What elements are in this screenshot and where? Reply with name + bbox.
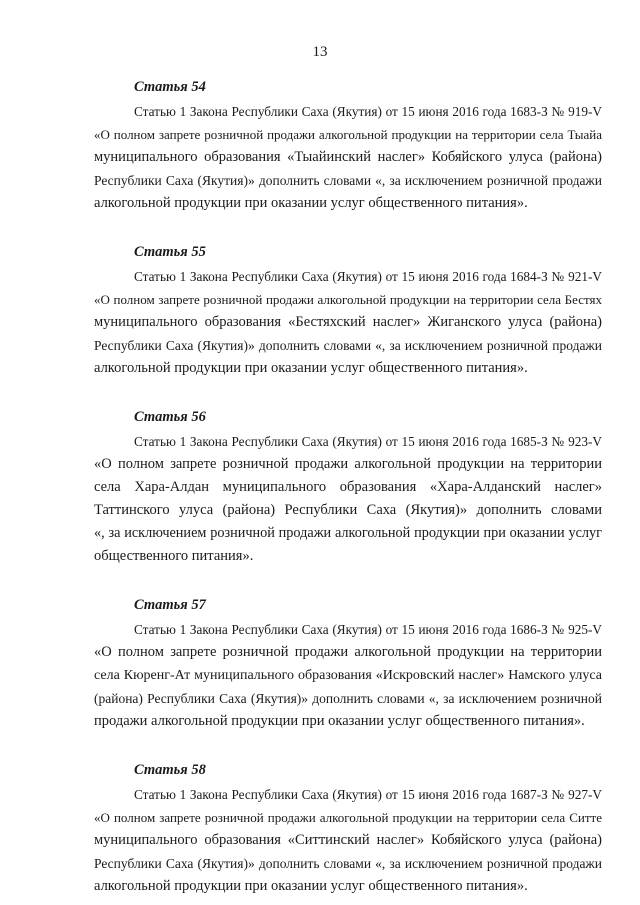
text-line: муниципального образования «Бестяхский наслег» Жиганского улуса (района) bbox=[94, 314, 602, 330]
text-line: Республики Саха (Якутия)» дополнить словами «, за исключением розничной продажи bbox=[94, 856, 602, 871]
text-line: села Кюренг-Ат муниципального образования «Искровский наслег» Намского улуса bbox=[94, 668, 602, 683]
text-line: алкогольной продукции при оказании услуг общественного питания». bbox=[94, 878, 528, 894]
text-line: «О полном запрете розничной продажи алкогольной продукции на территории bbox=[94, 456, 602, 472]
article-text bbox=[94, 430, 602, 568]
article-58 bbox=[94, 759, 602, 898]
article-55 bbox=[94, 241, 602, 380]
article-54 bbox=[94, 76, 602, 215]
page-number: 13 bbox=[312, 44, 328, 60]
article-title: Статья 54 bbox=[134, 79, 206, 95]
text-line: Статью 1 Закона Республики Саха (Якутия) от 15 июня 2016 года 1683-З № 919-V bbox=[134, 104, 602, 119]
article-title: Статья 58 bbox=[134, 762, 206, 778]
text-line: Статью 1 Закона Республики Саха (Якутия) от 15 июня 2016 года 1685-З № 923-V bbox=[134, 434, 602, 449]
text-line: муниципального образования «Ситтинский наслег» Кобяйского улуса (района) bbox=[94, 832, 602, 848]
text-line: муниципального образования «Тыайинский наслег» Кобяйского улуса (района) bbox=[94, 149, 602, 165]
text-line: общественного питания». bbox=[94, 548, 254, 564]
text-line: (района) Республики Саха (Якутия)» дополнить словами «, за исключением розничной bbox=[94, 691, 602, 706]
text-line: Статью 1 Закона Республики Саха (Якутия) от 15 июня 2016 года 1687-З № 927-V bbox=[134, 787, 602, 802]
text-line: Статью 1 Закона Республики Саха (Якутия) от 15 июня 2016 года 1684-З № 921-V bbox=[134, 269, 602, 284]
article-title: Статья 55 bbox=[134, 244, 206, 260]
text-line: Республики Саха (Якутия)» дополнить словами «, за исключением розничной продажи bbox=[94, 173, 602, 188]
article-56 bbox=[94, 406, 602, 568]
text-line: Республики Саха (Якутия)» дополнить словами «, за исключением розничной продажи bbox=[94, 338, 602, 353]
text-line: алкогольной продукции при оказании услуг общественного питания». bbox=[94, 360, 528, 376]
article-text bbox=[94, 618, 602, 733]
article-title: Статья 57 bbox=[134, 597, 206, 613]
text-line: продажи алкогольной продукции при оказании услуг общественного питания». bbox=[94, 713, 585, 729]
text-line: «О полном запрете розничной продажи алкогольной продукции на территории bbox=[94, 644, 602, 660]
text-line: «О полном запрете розничной продажи алкогольной продукции на территории села Бестях bbox=[94, 292, 602, 307]
document-body bbox=[94, 76, 602, 898]
article-text bbox=[94, 783, 602, 898]
article-title: Статья 56 bbox=[134, 409, 206, 425]
article-text bbox=[94, 100, 602, 215]
text-line: «О полном запрете розничной продажи алкогольной продукции на территории села Ситте bbox=[94, 810, 602, 825]
text-line: «, за исключением розничной продажи алкогольной продукции при оказании услуг bbox=[94, 525, 602, 541]
article-text bbox=[94, 265, 602, 380]
text-line: Таттинского улуса (района) Республики Саха (Якутия)» дополнить словами bbox=[94, 502, 602, 518]
text-line: алкогольной продукции при оказании услуг общественного питания». bbox=[94, 195, 528, 211]
text-line: села Хара-Алдан муниципального образования «Хара-Алданский наслег» bbox=[94, 479, 602, 495]
text-line: «О полном запрете розничной продажи алкогольной продукции на территории села Тыайа bbox=[94, 127, 602, 142]
article-57 bbox=[94, 594, 602, 733]
text-line: Статью 1 Закона Республики Саха (Якутия) от 15 июня 2016 года 1686-З № 925-V bbox=[134, 622, 602, 637]
